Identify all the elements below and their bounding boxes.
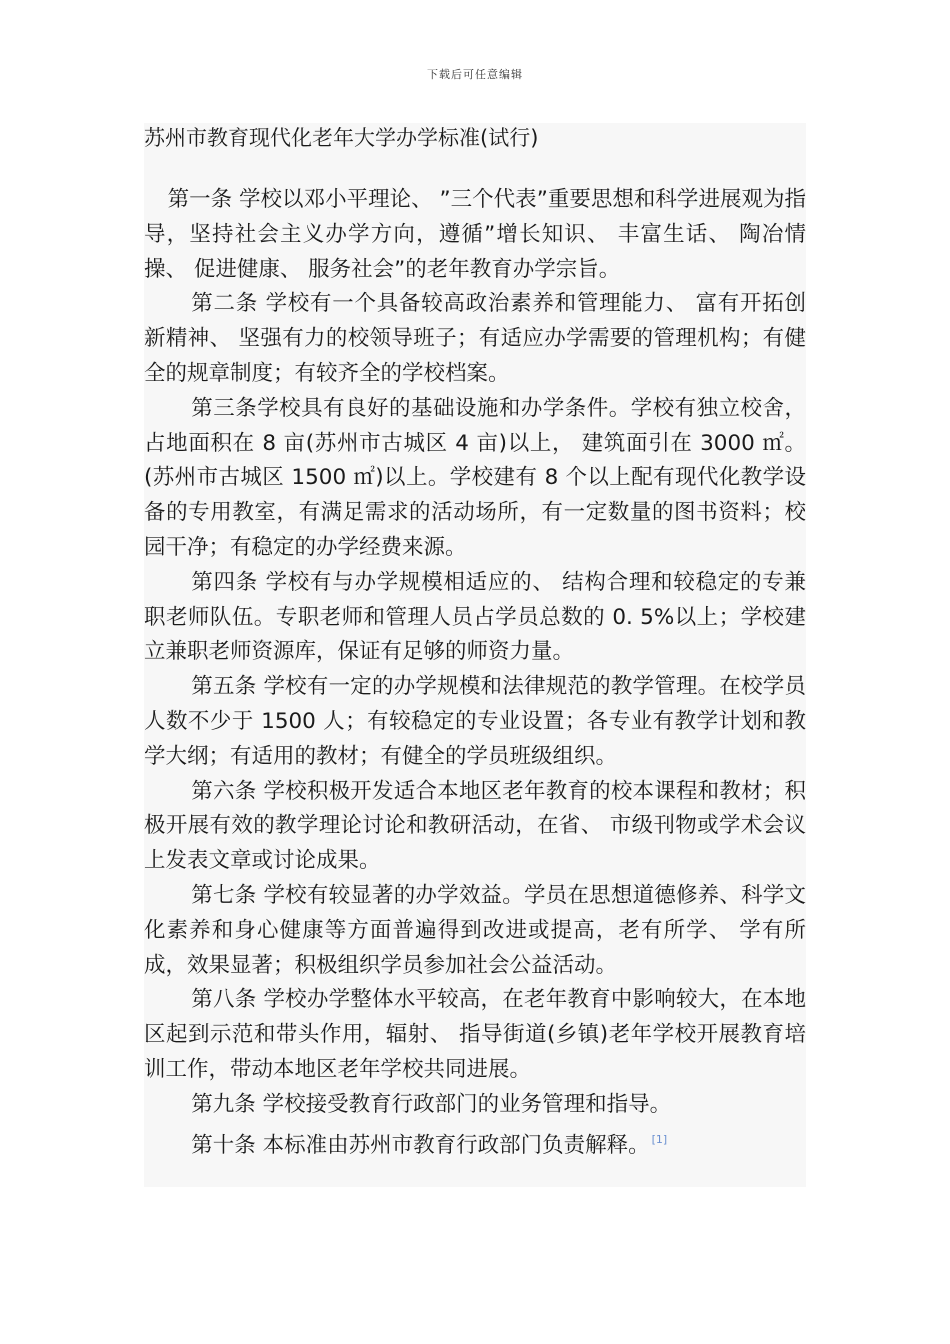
article-list bbox=[144, 183, 806, 1163]
article-2: 第二条 学校有一个具备较高政治素养和管理能力、 富有开拓创新精神、 坚强有力的校领导班子；有适应办学需要的管理机构；有健全的规章制度；有较齐全的学校档案。 bbox=[144, 291, 806, 386]
article-3: 第三条学校具有良好的基础设施和办学条件。学校有独立校舍，占地面积在 8 亩(苏州市古城区 4 亩)以上， 建筑面引在 3000 ㎡。(苏州市古城区 1500 ㎡)以上。学校建有 8 个以上配有现代化教学设备的专用教室，有满足需求的活动场所，有一定数量的图书资料；校园干净；有稳定的办学经费来源。 bbox=[144, 395, 806, 560]
article-10-text: 第十条 本标准由苏州市教育行政部门负责解释。 bbox=[191, 1132, 650, 1158]
reference-link[interactable]: [1] bbox=[651, 1132, 668, 1146]
document-body bbox=[144, 123, 806, 1187]
page-header-note: 下载后可任意编辑 bbox=[427, 68, 523, 81]
article-8: 第八条 学校办学整体水平较高，在老年教育中影响较大，在本地区起到示范和带头作用，辐射、 指导街道(乡镇)老年学校开展教育培训工作，带动本地区老年学校共同进展。 bbox=[144, 987, 806, 1082]
article-5: 第五条 学校有一定的办学规模和法律规范的教学管理。在校学员人数不少于 1500 人；有较稳定的专业设置；各专业有教学计划和教学大纲；有适用的教材；有健全的学员班级组织。 bbox=[144, 674, 806, 769]
article-6: 第六条 学校积极开发适合本地区老年教育的校本课程和教材；积极开展有效的教学理论讨论和教研活动，在省、 市级刊物或学术会议上发表文章或讨论成果。 bbox=[144, 778, 806, 874]
article-7: 第七条 学校有较显著的办学效益。学员在思想道德修养、科学文化素养和身心健康等方面普遍得到改进或提高，老有所学、 学有所成，效果显著；积极组织学员参加社会公益活动。 bbox=[144, 882, 806, 978]
article-10 bbox=[144, 1123, 806, 1164]
article-4: 第四条 学校有与办学规模相适应的、 结构合理和较稳定的专兼职老师队伍。专职老师和管理人员占学员总数的 0. 5%以上；学校建立兼职老师资源库，保证有足够的师资力量。 bbox=[144, 569, 806, 665]
document-title: 苏州市教育现代化老年大学办学标准(试行) bbox=[144, 126, 539, 150]
article-9: 第九条 学校接受教育行政部门的业务管理和指导。 bbox=[191, 1091, 672, 1117]
article-1: 第一条 学校以邓小平理论、 ”三个代表”重要思想和科学进展观为指导，坚持社会主义办学方向，遵循”增长知识、 丰富生话、 陶冶情操、 促进健康、 服务社会”的老年教育办学宗旨。 bbox=[144, 187, 806, 282]
